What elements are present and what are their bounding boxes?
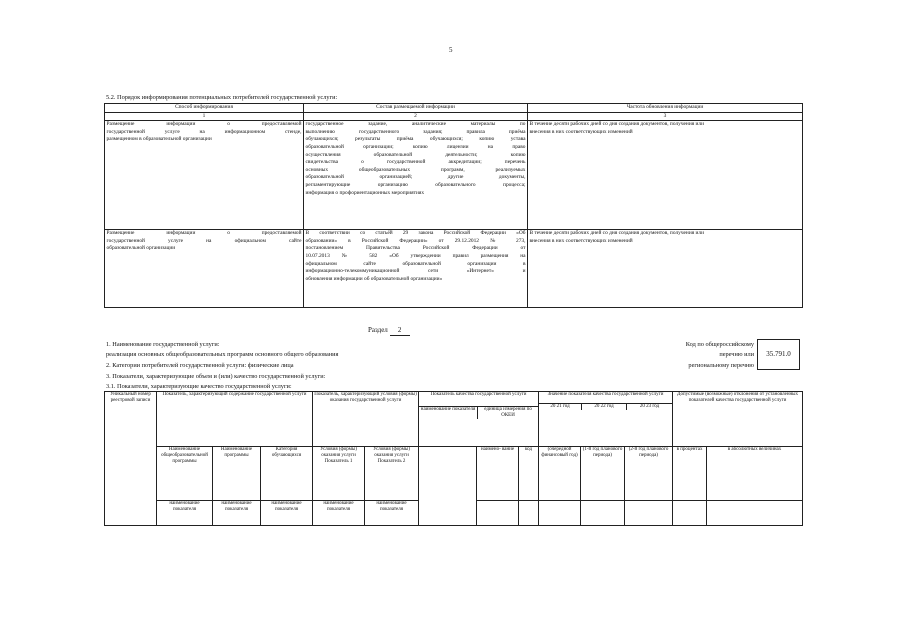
row1-content-line: обучающихся; результаты приёма обучающихся; копию устава	[305, 136, 526, 143]
col-number: 3	[528, 112, 803, 121]
row2-content-line: официальном сайте образовательной организации в	[305, 260, 526, 267]
col-number: 2	[304, 112, 528, 121]
quality-indicators-table	[104, 391, 803, 526]
unit-name-cell: наимено- вание	[477, 447, 519, 501]
row1-content-line: выполнению государственного задания; правила приёма	[305, 128, 526, 135]
header-quality-values	[539, 392, 673, 447]
registry-code-box: 35.791.0	[757, 339, 800, 370]
informing-table	[104, 103, 803, 308]
empty-cell	[625, 501, 673, 526]
row2-method-line: образовательной организации	[106, 245, 176, 252]
row1-frequency-line: внесения в них соответствующих изменений	[529, 128, 633, 135]
code-label-2: перечню или	[719, 351, 754, 358]
row1-frequency-line: В течение десяти рабочих дней со дня создания документов, получения или	[529, 121, 704, 128]
consumer-category: 2. Категории потребителей государственной услуги: физические лица	[106, 362, 294, 369]
table-row	[105, 121, 803, 230]
section-heading-number: 2	[390, 327, 410, 336]
deviation-absolute: в абсолютных величинах	[707, 447, 803, 501]
section-5-2-title: 5.2. Порядок информирования потенциальных потребителей государственной услуги:	[106, 94, 338, 101]
row2-content-line: обновления информации об образовательной организации»	[305, 275, 443, 282]
year-1: 20 21 год	[539, 404, 582, 410]
header-quality-values-text: Значение показателя качества государственной услуги	[547, 392, 664, 397]
empty-cell	[519, 501, 539, 526]
row2-content-line: В соответствии со статьёй 29 закона Российской Федерации «Об	[305, 230, 526, 237]
header-content: Состав размещаемой информации	[304, 104, 528, 113]
row2-method-line: государственной услуге на официальном сайте	[106, 237, 302, 244]
row2-content-line: постановлением Правительства Российской Федерации от	[305, 245, 526, 252]
indicator-name-cell: наименование показателя	[157, 501, 213, 526]
row1-content-line: свидетельства о государственной аккредитации; перечень	[305, 159, 526, 166]
condition-col-1: Условия (формы) оказания услуги Показатель 1	[313, 447, 365, 501]
header-deviation: Допустимые (возможные) отклонения от установленных показателей качества государственной услуги	[673, 392, 803, 447]
code-label-1: Код по общероссийскому	[685, 341, 754, 348]
year-2: 20 22 год	[582, 404, 627, 410]
row1-method-line: государственной услуге на информационном стенде,	[106, 128, 302, 135]
row1-content-line: государственное задание, аналитические материалы по	[305, 121, 526, 128]
quality-indicator-name: наименование показателя	[419, 407, 478, 419]
header-content-indicator: Показатель, характеризующий содержание государственной услуги	[157, 392, 313, 447]
indicator-name-cell: наименование показателя	[313, 501, 365, 526]
row1-content-line: информация о профориентационных мероприятиях	[305, 189, 425, 196]
condition-col-2: Условия (формы) оказания услуги Показатель 2	[365, 447, 419, 501]
table-row	[105, 230, 803, 308]
empty-cell	[673, 501, 707, 526]
header-method: Способ информирования	[105, 104, 304, 113]
row1-method-line: размещенном в образовательной организации	[106, 136, 212, 143]
empty-cell	[539, 501, 581, 526]
col-number: 1	[105, 112, 304, 121]
header-unique-number: Уникальный номер реестровой записи	[105, 392, 157, 526]
indicator-name-cell: наименование показателя	[213, 501, 261, 526]
service-name-label: 1. Наименование государственной услуги:	[106, 341, 220, 348]
empty-cell	[581, 501, 625, 526]
unit-code-cell: код	[519, 447, 539, 501]
content-col-1: Наименование общеобразовательной программы	[157, 447, 213, 501]
indicator-name-cell: наименование показателя	[261, 501, 313, 526]
quality-name-cell	[419, 447, 477, 526]
quality-indicators-heading: 3.1. Показатели, характеризующие качество государственной услуги:	[106, 383, 292, 390]
quality-indicator-unit: единица измерения по ОКЕИ	[484, 407, 532, 418]
header-frequency: Частота обновления информации	[528, 104, 803, 113]
indicator-name-cell: наименование показателя	[365, 501, 419, 526]
row1-content-line: образовательной организацией; другие документы,	[305, 174, 526, 181]
row1-method-line: Размещение информации о предоставляемой	[106, 121, 302, 128]
deviation-percent: в процентах	[673, 447, 707, 501]
year-3: 20 23 год	[639, 404, 660, 409]
header-quality-indicator	[419, 392, 539, 447]
row2-frequency-line: В течение десяти рабочих дней со дня создания документов, получения или	[529, 230, 704, 237]
header-conditions-indicator: Показатель, характеризующий условия (формы) оказания государственной услуги	[313, 392, 419, 447]
year-1-note: (очередной финансовый год)	[539, 447, 581, 501]
row1-content-line: основных общеобразовательных программ, реализуемых	[305, 166, 526, 173]
year-2-note: (1-й год планового периода)	[581, 447, 625, 501]
year-3-note: (2-й год планового периода)	[625, 447, 673, 501]
row1-content-line: осуществления образовательной деятельности; копию	[305, 151, 526, 158]
page-number: 5	[449, 46, 453, 54]
empty-cell	[707, 501, 803, 526]
service-name-value: реализация основных общеобразовательных программ основного общего образования	[106, 351, 339, 358]
row1-content-line: образовательной организации; копию лицензии на право	[305, 143, 526, 150]
row2-frequency-line: внесения в них соответствующих изменений	[529, 237, 633, 244]
section-heading	[368, 327, 410, 336]
row1-content-line: регламентирующие организацию образовательного процесса;	[305, 181, 526, 188]
row2-content-line: 10.07.2013 № 582 «Об утверждении правил размещения на	[305, 252, 526, 259]
indicators-heading: 3. Показатели, характеризующие объем и (или) качество государственной услуги:	[106, 373, 326, 380]
row2-content-line: информационно-телекоммуникационной сети «Интернет» и	[305, 268, 526, 275]
row2-method-line: Размещение информации о предоставляемой	[106, 230, 302, 237]
content-col-2: Наименование программы	[213, 447, 261, 501]
section-heading-word: Раздел	[368, 326, 388, 334]
empty-cell	[477, 501, 519, 526]
row2-content-line: образовании» в Российской Федерации» от 29.12.2012 № 273,	[305, 237, 526, 244]
code-label-3: региональному перечню	[688, 362, 754, 369]
content-col-3: Категория обучающихся	[261, 447, 313, 501]
header-quality-indicator-text: Показатель качества государственной услуги	[430, 392, 527, 397]
